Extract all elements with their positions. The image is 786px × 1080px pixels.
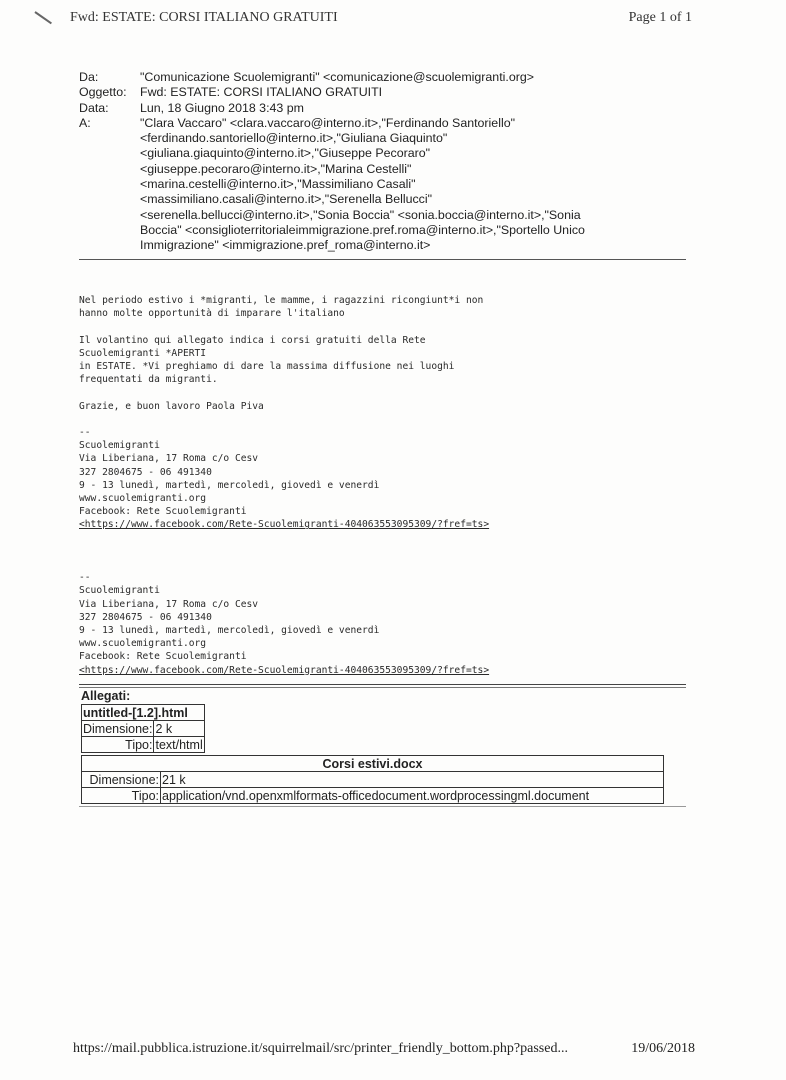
to-line: <marina.cestelli@interno.it>,"Massimiliano Casali" [140,177,416,192]
attachment-table-2 [81,755,664,804]
facebook-link[interactable]: <https://www.facebook.com/Rete-Scuolemigranti-404063553095309/?fref=ts> [79,664,490,676]
print-header [70,8,692,30]
body-line: Il volantino qui allegato indica i corsi gratuiti della Rete [79,334,426,346]
email-headers [79,70,689,254]
body-line: in ESTATE. *Vi preghiamo di dare la massima diffusione nei luoghi [79,361,455,373]
attachments-end-divider [79,806,686,807]
body-line: hanno molte opportunità di imparare l'italiano [79,308,345,320]
attachment-type: application/vnd.openxmlformats-officedocument.wordprocessingml.document [161,788,664,804]
signature-line: Scuolemigranti [79,585,160,597]
signature-line: Scuolemigranti [79,440,160,452]
attachment-name-link[interactable]: untitled-[1.2].html [82,705,205,721]
footer-date: 19/06/2018 [631,1041,695,1056]
signature-separator: -- [79,572,91,584]
signature-line: 9 - 13 lunedì, martedì, mercoledì, giovedì e venerdì [79,625,380,637]
from-label: Da: [79,70,99,84]
footer-url: https://mail.pubblica.istruzione.it/squirrelmail/src/printer_friendly_bottom.php?passed... [73,1041,568,1056]
signature-line: Facebook: Rete Scuolemigranti [79,651,247,663]
signature-line: Via Liberiana, 17 Roma c/o Cesv [79,598,259,610]
signature-separator: -- [79,427,91,439]
signature-line: www.scuolemigranti.org [79,493,207,505]
size-label: Dimensione: [83,721,153,736]
type-label: Tipo: [82,788,161,804]
page-number: Page 1 of 1 [628,10,692,25]
signature-line: Via Liberiana, 17 Roma c/o Cesv [79,453,259,465]
to-line: Boccia" <consiglioterritorialeimmigrazione.pref.roma@interno.it>,"Sportello Unico [140,222,585,237]
message-body [79,294,679,677]
attachment-size: 21 k [161,772,664,788]
body-line: Scuolemigranti *APERTI [79,347,207,359]
scan-mark [34,11,52,24]
signature-line: 327 2804675 - 06 491340 [79,466,212,478]
signature-line: 9 - 13 lunedì, martedì, mercoledì, giovedì e venerdì [79,479,380,491]
to-line: <massimiliano.casali@interno.it>,"Serenella Bellucci" [140,192,433,207]
body-line: Grazie, e buon lavoro Paola Piva [79,400,264,412]
to-line: Immigrazione" <immigrazione.pref_roma@interno.it> [140,238,431,253]
type-label: Tipo: [82,737,154,753]
date-row [79,101,689,116]
to-value [140,116,689,254]
signature-line: 327 2804675 - 06 491340 [79,611,212,623]
date-value: Lun, 18 Giugno 2018 3:43 pm [140,100,304,115]
body-line: frequentati da migranti. [79,374,218,386]
to-line: <giuliana.giaquinto@interno.it>,"Giuseppe Pecoraro" [140,146,431,161]
subject-row [79,85,689,100]
size-label: Dimensione: [82,772,161,788]
subject-label: Oggetto: [79,85,127,100]
to-line: <ferdinando.santoriello@interno.it>,"Giuliana Giaquinto" [140,131,448,146]
facebook-link[interactable]: <https://www.facebook.com/Rete-Scuolemigranti-404063553095309/?fref=ts> [79,519,490,531]
print-title: Fwd: ESTATE: CORSI ITALIANO GRATUITI [70,10,338,25]
signature-line: Facebook: Rete Scuolemigranti [79,506,247,518]
attachment-table-1 [81,704,205,753]
attachments-title: Allegati: [81,689,131,703]
subject-value: Fwd: ESTATE: CORSI ITALIANO GRATUITI [140,85,383,100]
to-label: A: [79,115,91,130]
to-line: <giuseppe.pecoraro@interno.it>,"Marina Cestelli" [140,161,412,176]
attachment-name-link[interactable]: Corsi estivi.docx [82,756,664,772]
to-row [79,116,689,254]
body-line: Nel periodo estivo i *migranti, le mamme, i ragazzini ricongiunt*i non [79,295,484,306]
attachments-divider [79,684,686,685]
signature-line: www.scuolemigranti.org [79,638,207,650]
attachment-size: 2 k [154,721,204,737]
date-label: Data: [79,100,109,115]
to-line: <serenella.bellucci@interno.it>,"Sonia Boccia" <sonia.boccia@interno.it>,"Sonia [140,207,581,222]
attachments-divider-thin [79,687,686,688]
from-row [79,70,689,85]
to-line: "Clara Vaccaro" <clara.vaccaro@interno.it>,"Ferdinando Santoriello" [140,115,515,130]
header-divider [79,259,686,260]
from-value: "Comunicazione Scuolemigranti" <comunicazione@scuolemigranti.org> [140,70,534,84]
attachment-type: text/html [155,737,203,752]
